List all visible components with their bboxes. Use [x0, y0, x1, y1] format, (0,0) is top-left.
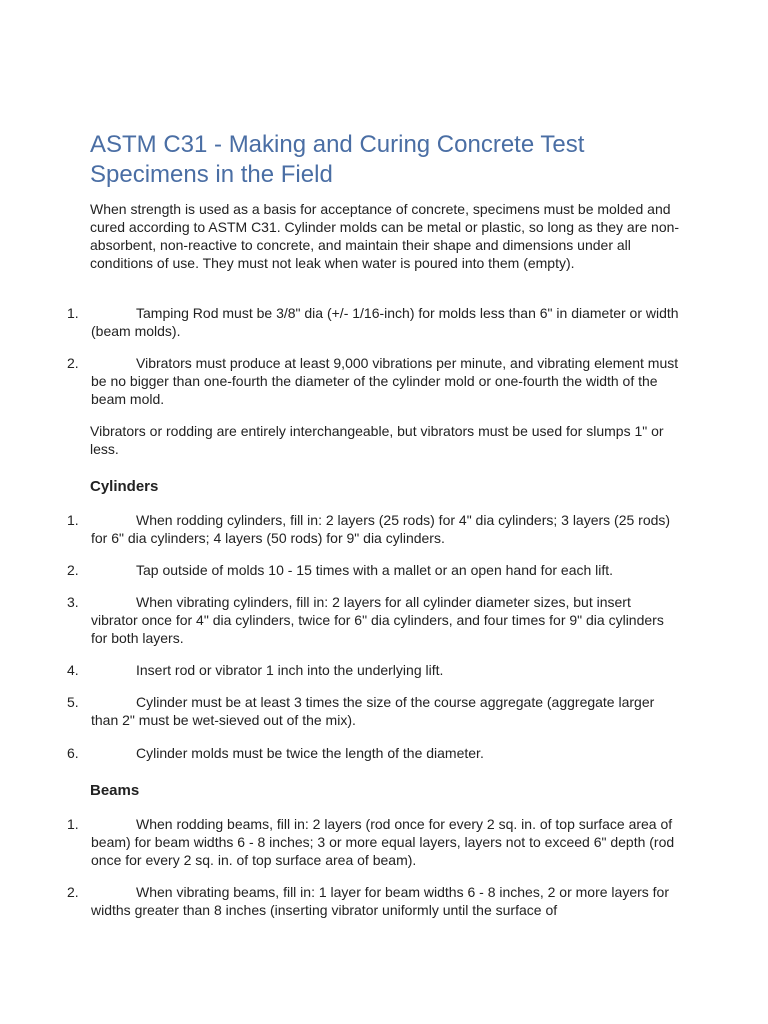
list-text: When rodding beams, fill in: 2 layers (rod once for every 2 sq. in. of top surface area of beam) for beam widths 6 - 8 inches; 3 or more equal layers, layers not to exceed 6" depth (rod once for every 2 sq. in. of top surface area of beam).: [91, 816, 675, 868]
list-text: Tamping Rod must be 3/8" dia (+/- 1/16-inch) for molds less than 6" in diameter or width (beam molds).: [91, 305, 679, 339]
list-item-tamping-rod: [67, 304, 680, 340]
cylinders-item: [67, 661, 680, 679]
beams-item: [67, 815, 680, 869]
beams-heading: Beams: [90, 782, 140, 799]
list-text: Cylinder molds must be twice the length of the diameter.: [136, 745, 484, 761]
list-text: Vibrators must produce at least 9,000 vibrations per minute, and vibrating element must be no bigger than one-fourth the diameter of the cylinder mold or one-fourth the width of the beam mold.: [91, 355, 679, 407]
list-number: 3.: [67, 594, 79, 610]
list-text: When rodding cylinders, fill in: 2 layers (25 rods) for 4" dia cylinders; 3 layers (25 rods) for 6" dia cylinders; 4 layers (50 rods) for 9" dia cylinders.: [91, 512, 671, 546]
list-text: When vibrating beams, fill in: 1 layer for beam widths 6 - 8 inches, 2 or more layers for widths greater than 8 inches (inserting vibrator uniformly until the surface of: [91, 884, 669, 918]
list-number: 5.: [67, 694, 79, 710]
cylinders-item: [67, 744, 680, 762]
list-number: 1.: [67, 512, 79, 528]
list-number: 1.: [67, 305, 79, 321]
list-number: 2.: [67, 884, 79, 900]
list-text: When vibrating cylinders, fill in: 2 layers for all cylinder diameter sizes, but insert vibrator once for 4" dia cylinders, twice for 6" dia cylinders, and four times for 9" dia cylinders for both layers.: [91, 594, 664, 646]
page-title: ASTM C31 - Making and Curing Concrete Test Specimens in the Field: [90, 131, 585, 188]
list-number: 6.: [67, 745, 79, 761]
list-text: Tap outside of molds 10 - 15 times with a mallet or an open hand for each lift.: [136, 562, 614, 578]
note-paragraph: Vibrators or rodding are entirely interchangeable, but vibrators must be used for slumps 1" or less.: [90, 423, 664, 457]
cylinders-item: [67, 593, 680, 647]
list-number: 2.: [67, 355, 79, 371]
list-text: Cylinder must be at least 3 times the size of the course aggregate (aggregate larger than 2" must be wet-sieved out of the mix).: [91, 694, 655, 728]
cylinders-item: [67, 693, 680, 729]
beams-item: [67, 883, 680, 919]
list-number: 4.: [67, 662, 79, 678]
list-number: 2.: [67, 562, 79, 578]
intro-paragraph: When strength is used as a basis for acceptance of concrete, specimens must be molded and cured according to ASTM C31. Cylinder molds can be metal or plastic, so long as they are non-absorbent, non-reactive to concrete, and maintain their shape and dimensions under all conditions of use. They must not leak when water is poured into them (empty).: [90, 201, 680, 271]
list-text: Insert rod or vibrator 1 inch into the underlying lift.: [136, 662, 444, 678]
cylinders-item: [67, 561, 680, 579]
cylinders-heading: Cylinders: [90, 478, 159, 495]
cylinders-item: [67, 511, 680, 547]
list-number: 1.: [67, 816, 79, 832]
list-item-vibrators: [67, 354, 680, 408]
